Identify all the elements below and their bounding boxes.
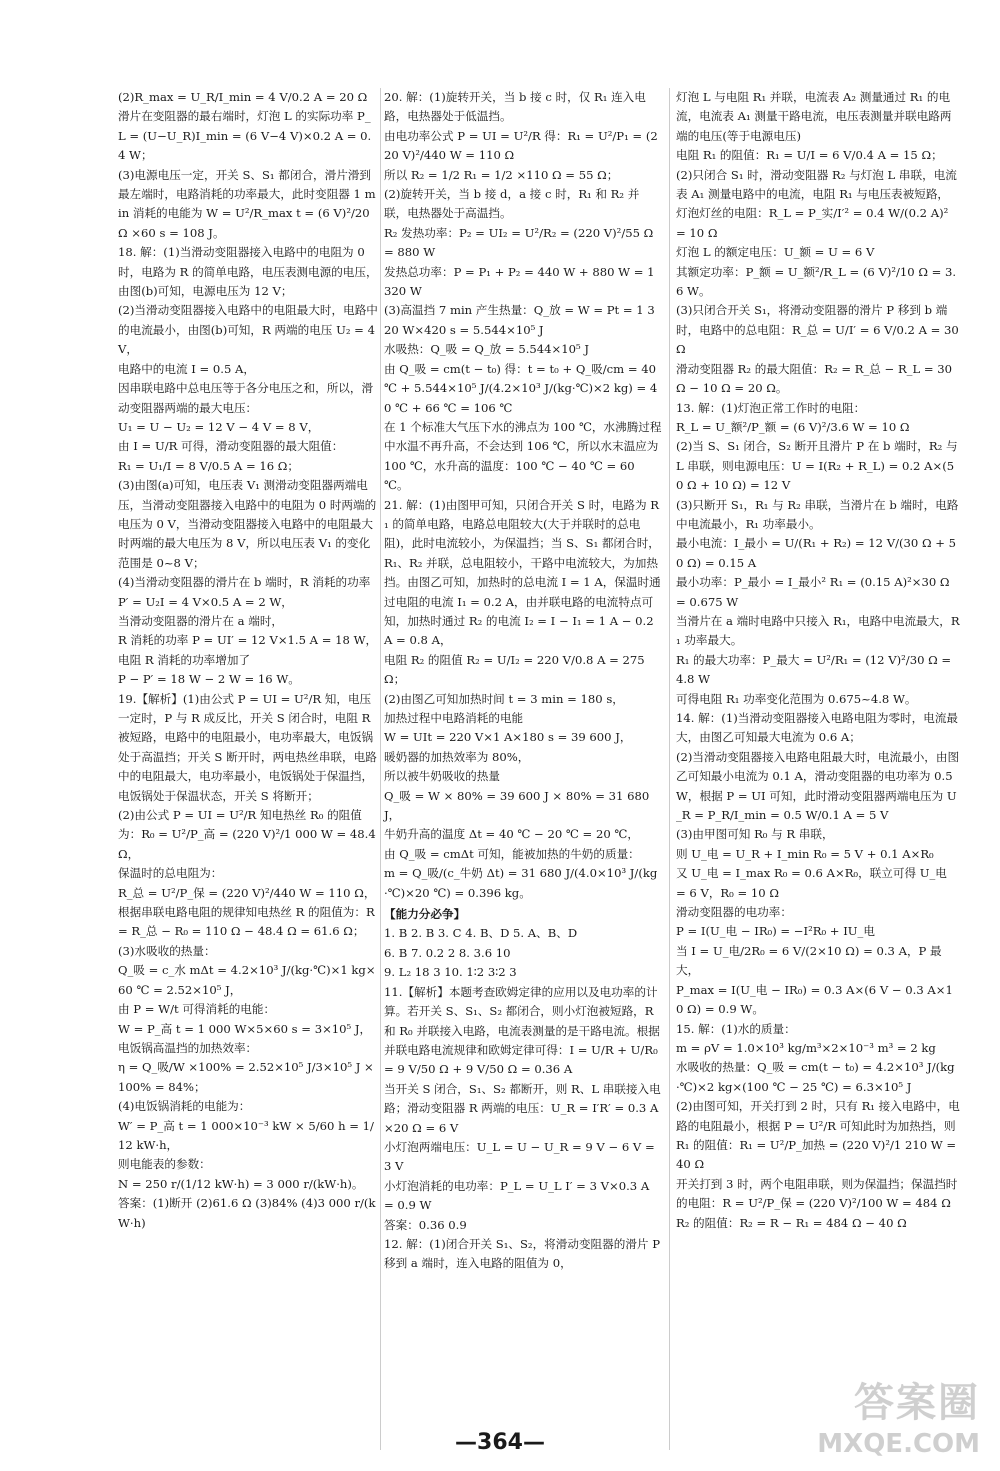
answer-line: 当 I = U_电/2R₀ = 6 V/(2×10 Ω) = 0.3 A，P 最大，	[676, 943, 942, 978]
answer-line: W′ = P_高 t = 1 000×10⁻³ kW × 5/60 h = 1/12 kW·h，	[118, 1118, 374, 1152]
answer-line: Q_吸 = W × 80% = 39 600 J × 80% = 31 680 J，	[384, 788, 650, 823]
answer-line: 可得电阻 R₁ 功率变化范围为 0.675~4.8 W。	[676, 691, 917, 706]
answer-line: 牛奶升高的温度 Δt = 40 ℃ − 20 ℃ = 20 ℃，	[384, 827, 639, 842]
answer-line: (2)当滑动变阻器接入电路中的电阻最大时，电路中的电流最小，由图(b)可知，R 两端的电压 U₂ = 4 V，	[118, 303, 378, 357]
answer-line: 由 I = U/R 可得，滑动变阻器的最大阻值：	[118, 439, 344, 454]
answer-line: 灯泡灯丝的电阻：R_L = P_实/I′² = 0.4 W/(0.2 A)² = 10 Ω	[676, 206, 949, 240]
answer-line: (3)电源电压一定，开关 S、S₁ 都闭合，滑片滑到最左端时，电路消耗的功率最大，此时变阻器 1 min 消耗的电能为 W = U²/R_max t = (6 V)²/20 Ω ×60 s = 108 J。	[118, 167, 376, 240]
answer-line: 当滑动变阻器的滑片在 a 端时，	[118, 613, 284, 628]
answer-line: 20. 解：(1)旋转开关，当 b 接 c 时，仅 R₁ 连入电路，电热器处于低温挡。	[384, 90, 646, 124]
answer-line: 发热总功率：P = P₁ + P₂ = 440 W + 880 W = 1 320 W	[384, 264, 655, 299]
answer-line: (3)由图(a)可知，电压表 V₁ 测滑动变阻器两端电压，当滑动变阻器接入电路中的电阻为 0 时两端的电压为 0 V，当滑动变阻器接入电路中的电阻最大时两端的最大电压为 8 V，所以电压表 V₁ 的变化范围是 0~8 V；	[118, 478, 377, 570]
answer-line: 则电能表的参数：	[118, 1157, 211, 1172]
answer-column-3	[676, 88, 960, 1233]
answer-column-1	[118, 88, 378, 1233]
answer-line: 最小功率：P_最小 = I_最小² R₁ = (0.15 A)²×30 Ω = 0.675 W	[676, 575, 950, 609]
answer-line: 【能力分必争】	[384, 907, 466, 922]
answer-line: U₁ = U − U₂ = 12 V − 4 V = 8 V，	[118, 419, 320, 434]
answer-line: (2)由公式 P = UI = U²/R 知电热丝 R₀ 的阻值为：R₀ = U²/P_高 = (220 V)²/1 000 W = 48.4 Ω，	[118, 808, 376, 861]
page-number: —364—	[455, 1430, 545, 1455]
answer-line: 当滑片在 a 端时电路中只接入 R₁，电路中电流最大，R₁ 功率最大。	[676, 613, 960, 648]
answer-line: 11.【解析】本题考查欧姆定律的应用以及电功率的计算。若开关 S、S₁、S₂ 都闭合，则小灯泡被短路，R 和 R₀ 并联接入电路，电流表测量的是干路电流。根据并联电路电流规律和欧姆定律可得：I = U/R + U/R₀ = 9 V/50 Ω + 9 V/50 Ω = 0.36 A	[384, 984, 660, 1077]
watermark-text: 答案圈	[854, 1380, 980, 1426]
answer-line: 21. 解：(1)由图甲可知，只闭合开关 S 时，电路为 R₁ 的简单电路，电路总电阻较大(大于并联时的总电阻)，此时电流较小，为保温挡；当 S、S₁ 都闭合时，R₁、R₂ 并联，总电阻较小，干路中电流较大，为加热挡。由图乙可知，加热时的总电流 I = 1 A，保温时通过电阻的电流 I₁ = 0.2 A，由并联电路的电流特点可知，加热时通过 R₂ 的电流 I₂ = I − I₁ = 1 A − 0.2 A = 0.8 A，	[384, 497, 661, 648]
answer-line: 保温时的总电阻为：	[118, 866, 223, 881]
answer-line: 电路中的电流 I = 0.5 A，	[118, 361, 256, 376]
column-divider	[380, 88, 381, 1450]
watermark-logo	[796, 1371, 986, 1461]
answer-line: 18. 解：(1)当滑动变阻器接入电路中的电阻为 0 时，电路为 R 的简单电路，电压表测电源的电压，由图(b)可知，电源电压为 12 V；	[118, 245, 378, 299]
answer-line: 开关打到 3 时，两个电阻串联，则为保温挡；保温挡时的电阻：R = U²/P_保 = (220 V)²/100 W = 484 Ω	[676, 1176, 958, 1211]
answer-line: 电阻 R 消耗的功率增加了	[118, 652, 251, 667]
answer-line: 滑片在变阻器的最右端时，灯泡 L 的实际功率 P_L = (U−U_R)I_min = (6 V−4 V)×0.2 A = 0.4 W；	[118, 109, 372, 163]
answer-line: 答案：0.36 0.9	[384, 1217, 467, 1232]
answer-line: P − P′ = 18 W − 2 W = 16 W。	[118, 672, 300, 687]
answer-line: 由 P = W/t 可得消耗的电能：	[118, 1002, 276, 1017]
answer-line: 15. 解：(1)水的质量：	[676, 1021, 796, 1036]
answer-line: 6. B 7. 0.2 2 8. 3.6 10	[384, 945, 511, 960]
watermark-url: MXQE.COM	[817, 1429, 980, 1459]
answer-line: R_L = U_额²/P_额 = (6 V)²/3.6 W = 10 Ω	[676, 419, 910, 434]
answer-line: (3)高温挡 7 min 产生热量：Q_放 = W = Pt = 1 320 W×420 s = 5.544×10⁵ J	[384, 303, 655, 337]
answer-line: (3)只闭合开关 S₁，将滑动变阻器的滑片 P 移到 b 端时，电路中的总电阻：R_总 = U/I′ = 6 V/0.2 A = 30 Ω	[676, 303, 959, 357]
answer-line: (2)只闭合 S₁ 时，滑动变阻器 R₂ 与灯泡 L 串联，电流表 A₁ 测量电路中的电流，电阻 R₁ 与电压表被短路，	[676, 167, 957, 202]
answer-line: 暖奶器的加热效率为 80%，	[384, 749, 530, 764]
answer-line: 滑动变阻器 R₂ 的最大阻值：R₂ = R_总 − R_L = 30 Ω − 10 Ω = 20 Ω。	[676, 361, 953, 396]
column-divider	[669, 88, 670, 1450]
answer-line: (2)当滑动变阻器接入电路电阻最大时，电流最小，由图乙可知最小电流为 0.1 A，滑动变阻器的电功率为 0.5 W，根据 P = UI 可知，此时滑动变阻器两端电压为 U_R = P_R/I_min = 0.5 W/0.1 A = 5 V	[676, 749, 960, 823]
answer-line: (3)由甲图可知 R₀ 与 R 串联，	[676, 827, 834, 842]
answer-line: 所以被牛奶吸收的热量	[384, 769, 500, 784]
answer-line: (2)旋转开关，当 b 接 d，a 接 c 时，R₁ 和 R₂ 并联，电热器处于高温挡。	[384, 187, 640, 221]
answer-line: (2)由图乙可知加热时间 t = 3 min = 180 s，	[384, 691, 624, 706]
answer-line: R₂ 的阻值：R₂ = R − R₁ = 484 Ω − 40 Ω	[676, 1215, 907, 1230]
answer-line: 灯泡 L 的额定电压：U_额 = U = 6 V	[676, 245, 875, 260]
answer-line: 答案：(1)断开 (2)61.6 Ω (3)84% (4)3 000 r/(kW·h)	[118, 1196, 376, 1230]
answer-line: 其额定功率：P_额 = U_额²/R_L = (6 V)²/10 Ω = 3.6 W。	[676, 264, 957, 299]
answer-line: 由电功率公式 P = UI = U²/R 得：R₁ = U²/P₁ = (220 V)²/440 W = 110 Ω	[384, 128, 658, 163]
answer-line: 14. 解：(1)当滑动变阻器接入电路电阻为零时，电流最大，由图乙可知最大电流为 0.6 A；	[676, 711, 959, 745]
answer-line: (2)由图可知，开关打到 2 时，只有 R₁ 接入电路中，电路的电阻最小，根据 P = U²/R 可知此时为加热挡，则 R₁ 的阻值：R₁ = U²/P_加热 = (220 V)²/1 210 W = 40 Ω	[676, 1099, 960, 1172]
answer-line: R 消耗的功率 P = UI′ = 12 V×1.5 A = 18 W，	[118, 633, 378, 648]
answer-line: 小灯泡消耗的电功率：P_L = U_L I′ = 3 V×0.3 A = 0.9 W	[384, 1178, 650, 1213]
answer-line: W = UIt = 220 V×1 A×180 s = 39 600 J，	[384, 730, 632, 745]
answer-line: (3)只断开 S₁，R₁ 与 R₂ 串联，当滑片在 b 端时，电路中电流最小，R₁ 功率最小。	[676, 497, 959, 531]
answer-line: (4)电饭锅消耗的电能为：	[118, 1099, 251, 1114]
answer-line: 由 Q_吸 = cmΔt 可知，能被加热的牛奶的质量：	[384, 846, 640, 861]
answer-line: (2)R_max = U_R/I_min = 4 V/0.2 A = 20 Ω	[118, 90, 368, 104]
answer-line: 13. 解：(1)灯泡正常工作时的电阻：	[676, 400, 866, 415]
answer-line: m = ρV = 1.0×10³ kg/m³×2×10⁻³ m³ = 2 kg	[676, 1040, 936, 1055]
answer-line: R₂ 发热功率：P₂ = UI₂ = U²/R₂ = (220 V)²/55 Ω = 880 W	[384, 225, 654, 260]
answer-column-2	[384, 88, 662, 1274]
answer-line: (4)当滑动变阻器的滑片在 b 端时，R 消耗的功率 P′ = U₂I = 4 V×0.5 A = 2 W，	[118, 575, 371, 609]
answer-line: P_max = I(U_电 − IR₀) = 0.3 A×(6 V − 0.3 A×10 Ω) = 0.9 W。	[676, 982, 953, 1017]
answer-line: 灯泡 L 与电阻 R₁ 并联，电流表 A₂ 测量通过 R₁ 的电流，电流表 A₁ 测量干路电流，电压表测量并联电路两端的电压(等于电源电压)	[676, 90, 952, 143]
answer-line: 水吸收的热量：Q_吸 = cm(t − t₀) = 4.2×10³ J/(kg·℃)×2 kg×(100 ℃ − 25 ℃) = 6.3×10⁵ J	[676, 1060, 955, 1094]
answer-line: 电阻 R₁ 的阻值：R₁ = U/I = 6 V/0.4 A = 15 Ω；	[676, 148, 943, 163]
answer-line: 滑动变阻器的电功率：	[676, 905, 792, 920]
answer-line: 12. 解：(1)闭合开关 S₁、S₂，将滑动变阻器的滑片 P 移到 a 端时，连入电路的阻值为 0，	[384, 1236, 660, 1271]
answer-line: N = 250 r/(1/12 kW·h) = 3 000 r/(kW·h)。	[118, 1176, 364, 1191]
answer-line: 1. B 2. B 3. C 4. B、D 5. A、B、D	[384, 926, 578, 941]
answer-line: 加热过程中电路消耗的电能	[384, 711, 524, 725]
answer-line: 小灯泡两端电压：U_L = U − U_R = 9 V − 6 V = 3 V	[384, 1139, 655, 1174]
answer-line: 水吸热：Q_吸 = Q_放 = 5.544×10⁵ J	[384, 342, 589, 357]
answer-line: 电阻 R₂ 的阻值 R₂ = U/I₂ = 220 V/0.8 A = 275 Ω；	[384, 652, 645, 687]
answer-line: Q_吸 = c_水 mΔt = 4.2×10³ J/(kg·℃)×1 kg×60 ℃ = 2.52×10⁵ J，	[118, 963, 376, 997]
answer-line: 在 1 个标准大气压下水的沸点为 100 ℃，水沸腾过程中水温不再升高，不会达到 106 ℃，所以水末温应为 100 ℃，水升高的温度：100 ℃ − 40 ℃ = 60 ℃。	[384, 419, 662, 493]
answer-line: 又 U_电 = I_max R₀ = 0.6 A×R₀，联立可得 U_电 = 6 V，R₀ = 10 Ω	[676, 866, 947, 900]
answer-line: 根据串联电路电阻的规律知电热丝 R 的阻值为：R = R_总 − R₀ = 110 Ω − 48.4 Ω = 61.6 Ω；	[118, 905, 375, 939]
answer-line: 由 Q_吸 = cm(t − t₀) 得：t = t₀ + Q_吸/cm = 40 ℃ + 5.544×10⁵ J/(4.2×10³ J/(kg·℃)×2 kg) = 40 ℃ + 66 ℃ = 106 ℃	[384, 361, 658, 415]
answer-line: 所以 R₂ = 1/2 R₁ = 1/2 ×110 Ω = 55 Ω；	[384, 167, 619, 182]
answer-line: R₁ = U₁/I = 8 V/0.5 A = 16 Ω；	[118, 458, 300, 473]
answer-line: (2)当 S、S₁ 闭合，S₂ 断开且滑片 P 在 b 端时，R₂ 与 L 串联，则电源电压：U = I(R₂ + R_L) = 0.2 A×(50 Ω + 10 Ω) = 12 V	[676, 439, 958, 493]
answer-line: R_总 = U²/P_保 = (220 V)²/440 W = 110 Ω，	[118, 885, 376, 900]
answer-line: η = Q_吸/W ×100% = 2.52×10⁵ J/3×10⁵ J ×100% = 84%；	[118, 1060, 374, 1094]
answer-line: 当开关 S 闭合，S₁、S₂ 都断开，则 R、L 串联接入电路；滑动变阻器 R 两端的电压：U_R = I′R′ = 0.3 A×20 Ω = 6 V	[384, 1081, 661, 1135]
answer-line: P = I(U_电 − IR₀) = −I²R₀ + IU_电	[676, 924, 875, 939]
answer-line: W = P_高 t = 1 000 W×5×60 s = 3×10⁵ J，	[118, 1021, 372, 1036]
answer-line: 最小电流：I_最小 = U/(R₁ + R₂) = 12 V/(30 Ω + 50 Ω) = 0.15 A	[676, 536, 957, 570]
answer-line: 19.【解析】(1)由公式 P = UI = U²/R 知，电压一定时，P 与 R 成反比，开关 S 闭合时，电阻 R 被短路，电路中的电阻最小，电功率最大，电饭锅处于高温挡；开关 S 断开时，两电热丝串联，电路中的电阻最大，电功率最小，电饭锅处于保温挡，电饭锅处于保温状态，开关 S 将断开；	[118, 691, 377, 803]
answer-line: 9. L₂ 18 3 10. 1∶2 3∶2 3	[384, 965, 517, 980]
answer-line: 因串联电路中总电压等于各分电压之和，所以，滑动变阻器两端的最大电压：	[118, 381, 374, 415]
answer-line: R₁ 的最大功率：P_最大 = U²/R₁ = (12 V)²/30 Ω = 4.8 W	[676, 652, 952, 687]
answer-line: 电饭锅高温挡的加热效率：	[118, 1040, 258, 1055]
answer-line: (3)水吸收的热量：	[118, 943, 216, 958]
answer-line: 则 U_电 = U_R + I_min R₀ = 5 V + 0.1 A×R₀	[676, 846, 934, 861]
answer-line: m = Q_吸/(c_牛奶 Δt) = 31 680 J/(4.0×10³ J/(kg·℃)×20 ℃) = 0.396 kg。	[384, 866, 658, 900]
